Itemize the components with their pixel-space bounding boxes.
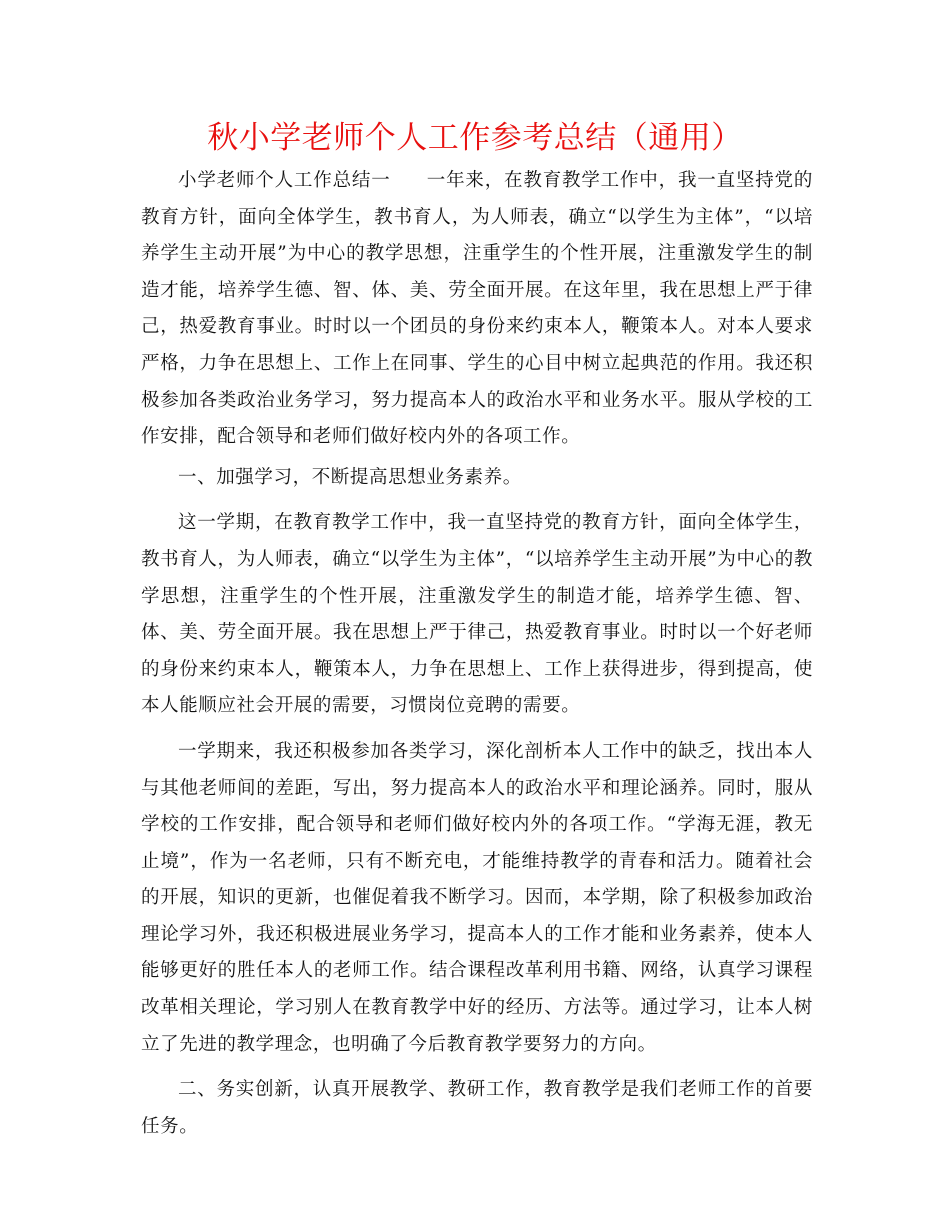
section-heading-1: 一、加强学习，不断提高思想业务素养。 [178, 466, 522, 488]
document-body [141, 163, 813, 1154]
paragraph-3: 一学期来，我还积极参加各类学习，深化剖析本人工作中的缺乏，找出本人与其他老师间的差距，写出，努力提高本人的政治水平和理论涵养。同时，服从学校的工作安排，配合领导和老师们做好校内外的各项工作。“学海无涯，教无止境”，作为一名老师，只有不断充电，才能维持教学的青春和活力。随着社会的开展，知识的更新，也催促着我不断学习。因而，本学期，除了积极参加政治理论学习外，我还积极进展业务学习，提高本人的工作才能和业务素养，使本人能够更好的胜任本人的老师工作。结合课程改革利用书籍、网络，认真学习课程改革相关理论，学习别人在教育教学中好的经历、方法等。通过学习，让本人树立了先进的教学理念，也明确了今后教育教学要努力的方向。 [141, 740, 813, 1055]
paragraph-2: 这一学期，在教育教学工作中，我一直坚持党的教育方针，面向全体学生，教书育人，为人师表，确立“以学生为主体”，“以培养学生主动开展”为中心的教学思想，注重学生的个性开展，注重激发学生的制造才能，培养学生德、智、体、美、劳全面开展。我在思想上严于律己，热爱教育事业。时时以一个好老师的身份来约束本人，鞭策本人，力争在思想上、工作上获得进步，得到提高，使本人能顺应社会开展的需要，习惯岗位竞聘的需要。 [141, 512, 813, 717]
document-title: 秋小学老师个人工作参考总结（通用） [207, 120, 743, 156]
intro-label: 小学老师个人工作总结一 [178, 170, 391, 191]
section-heading-2: 二、务实创新，认真开展教学、教研工作，教育教学是我们老师工作的首要任务。 [141, 1079, 813, 1137]
intro-text: 一年来，在教育教学工作中，我一直坚持党的教育方针，面向全体学生，教书育人，为人师表，确立“以学生为主体”，“以培养学生主动开展”为中心的教学思想，注重学生的个性开展，注重激发学生的制造才能，培养学生德、智、体、美、劳全面开展。在这年里，我在思想上严于律己，热爱教育事业。时时以一个团员的身份来约束本人，鞭策本人。对本人要求严格，力争在思想上、工作上在同事、学生的心目中树立起典范的作用。我还积极参加各类政治业务学习，努力提高本人的政治水平和业务水平。服从学校的工作安排，配合领导和老师们做好校内外的各项工作。 [141, 170, 813, 448]
intro-paragraph [141, 163, 813, 456]
